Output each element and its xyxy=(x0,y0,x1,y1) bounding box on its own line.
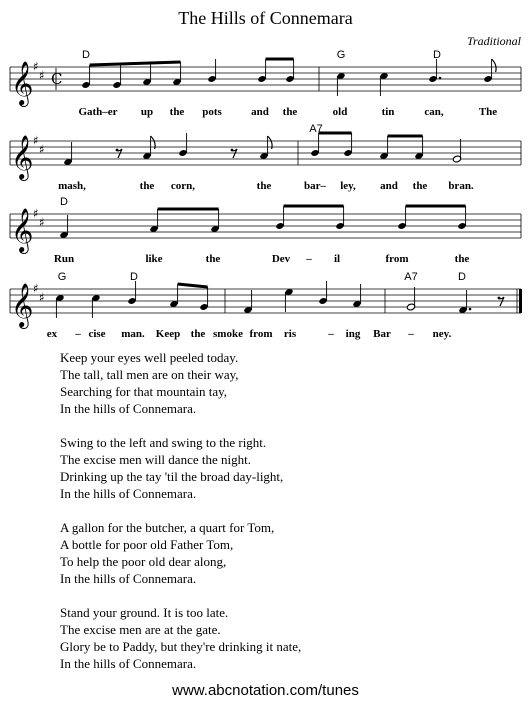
lyric-syllable: the xyxy=(282,106,298,118)
note-flag xyxy=(492,59,497,72)
beam xyxy=(90,62,181,65)
lyric-syllable: ley, xyxy=(340,180,356,192)
chord-symbol: A7 xyxy=(309,123,323,135)
sharp-sign: ♯ xyxy=(33,281,39,296)
sheet-music xyxy=(0,0,531,350)
lyric-syllable: The xyxy=(478,106,498,118)
lyric-syllable: pots xyxy=(202,106,222,118)
verse-line: To help the poor old dear along, xyxy=(60,554,227,569)
verse-line: A gallon for the butcher, a quart for Tom, xyxy=(60,520,275,535)
lyric-syllable: the xyxy=(169,106,185,118)
lyric-syllable: can, xyxy=(424,106,444,118)
verse-line: Stand your ground. It is too late. xyxy=(60,605,229,620)
chord-symbol: D xyxy=(433,49,441,61)
verse-line: Drinking up the tay 'til the broad day-light, xyxy=(60,469,284,484)
lyric-syllable: the xyxy=(256,180,272,192)
lyric-syllable: old xyxy=(332,106,348,118)
lyric-syllable: il xyxy=(333,253,341,265)
tune-title: The Hills of Connemara xyxy=(178,8,353,28)
verse-line: Swing to the left and swing to the right. xyxy=(60,435,267,450)
lyric-syllable: like xyxy=(145,253,163,265)
sharp-sign: ♯ xyxy=(39,142,45,157)
lyric-syllable: the xyxy=(139,180,155,192)
footer-url: www.abcnotation.com/tunes xyxy=(172,682,359,699)
verse-line: Glory be to Paddy, but they're drinking it nate, xyxy=(60,639,302,654)
dot xyxy=(469,308,472,311)
lyric-syllable: smoke xyxy=(213,328,243,340)
sharp-sign: ♯ xyxy=(39,290,45,305)
lyric-syllable: bar– xyxy=(304,180,326,192)
verse-line: The excise men are at the gate. xyxy=(60,622,221,637)
chord-symbol: D xyxy=(130,271,138,283)
eighth-rest xyxy=(498,297,501,300)
verse-line: The tall, tall men are on their way, xyxy=(60,367,239,382)
verse-line: Searching for that mountain tay, xyxy=(60,384,228,399)
chord-symbol: D xyxy=(458,271,466,283)
lyric-syllable: the xyxy=(412,180,428,192)
lyric-syllable: – xyxy=(306,253,312,265)
final-barline xyxy=(519,289,522,313)
composer-credit: Traditional xyxy=(466,34,521,48)
verse-line: The excise men will dance the night. xyxy=(60,452,251,467)
lyric-syllable: ex xyxy=(46,328,58,340)
chord-symbol: D xyxy=(60,196,68,208)
time-signature: C xyxy=(51,70,63,88)
lyric-syllable: Gath–er xyxy=(78,106,118,118)
lyric-syllable: – xyxy=(75,328,81,340)
lyric-syllable: – xyxy=(408,328,414,340)
lyric-syllable: and xyxy=(251,106,269,118)
chord-symbol: G xyxy=(57,271,67,283)
treble-clef: 𝄞 xyxy=(11,283,34,327)
chord-symbol: A7 xyxy=(404,271,418,283)
lyric-syllable: Keep xyxy=(155,328,181,340)
lyric-syllable: ney. xyxy=(432,328,452,340)
lyric-syllable: – xyxy=(328,328,334,340)
verse-line: In the hills of Connemara. xyxy=(60,486,197,501)
verse-line: A bottle for poor old Father Tom, xyxy=(60,537,234,552)
lyric-syllable: from xyxy=(385,253,409,265)
lyric-syllable: Run xyxy=(53,253,75,265)
treble-clef: 𝄞 xyxy=(11,61,34,105)
dot xyxy=(439,77,442,80)
chord-symbol: D xyxy=(82,49,90,61)
sharp-sign: ♯ xyxy=(39,215,45,230)
chord-symbol: G xyxy=(336,49,346,61)
sharp-sign: ♯ xyxy=(33,206,39,221)
sharp-sign: ♯ xyxy=(33,133,39,148)
lyric-syllable: ing xyxy=(345,328,361,340)
lyric-syllable: Bar xyxy=(373,328,391,340)
lyric-syllable: from xyxy=(249,328,273,340)
verse-line: In the hills of Connemara. xyxy=(60,401,197,416)
lyric-syllable: corn, xyxy=(170,180,196,192)
treble-clef: 𝄞 xyxy=(11,208,34,252)
sharp-sign: ♯ xyxy=(33,59,39,74)
sharp-sign: ♯ xyxy=(39,68,45,83)
lyric-syllable: the xyxy=(190,328,206,340)
lyric-syllable: bran. xyxy=(448,180,474,192)
treble-clef: 𝄞 xyxy=(11,135,34,179)
lyric-syllable: ris xyxy=(283,328,297,340)
lyric-syllable: man. xyxy=(121,328,145,340)
beam xyxy=(178,284,208,287)
lyric-syllable: cise xyxy=(88,328,106,340)
verse-line: In the hills of Connemara. xyxy=(60,656,197,671)
verse-line: In the hills of Connemara. xyxy=(60,571,197,586)
eighth-rest xyxy=(231,149,234,152)
eighth-rest xyxy=(116,149,119,152)
lyric-syllable: tin xyxy=(381,106,395,118)
lyric-syllable: the xyxy=(454,253,470,265)
lyric-syllable: and xyxy=(380,180,398,192)
verse-line: Keep your eyes well peeled today. xyxy=(60,350,239,365)
lyric-syllable: the xyxy=(205,253,221,265)
lyric-syllable: up xyxy=(140,106,154,118)
lyric-syllable: Dev xyxy=(271,253,291,265)
lyric-syllable: mash, xyxy=(58,180,86,192)
